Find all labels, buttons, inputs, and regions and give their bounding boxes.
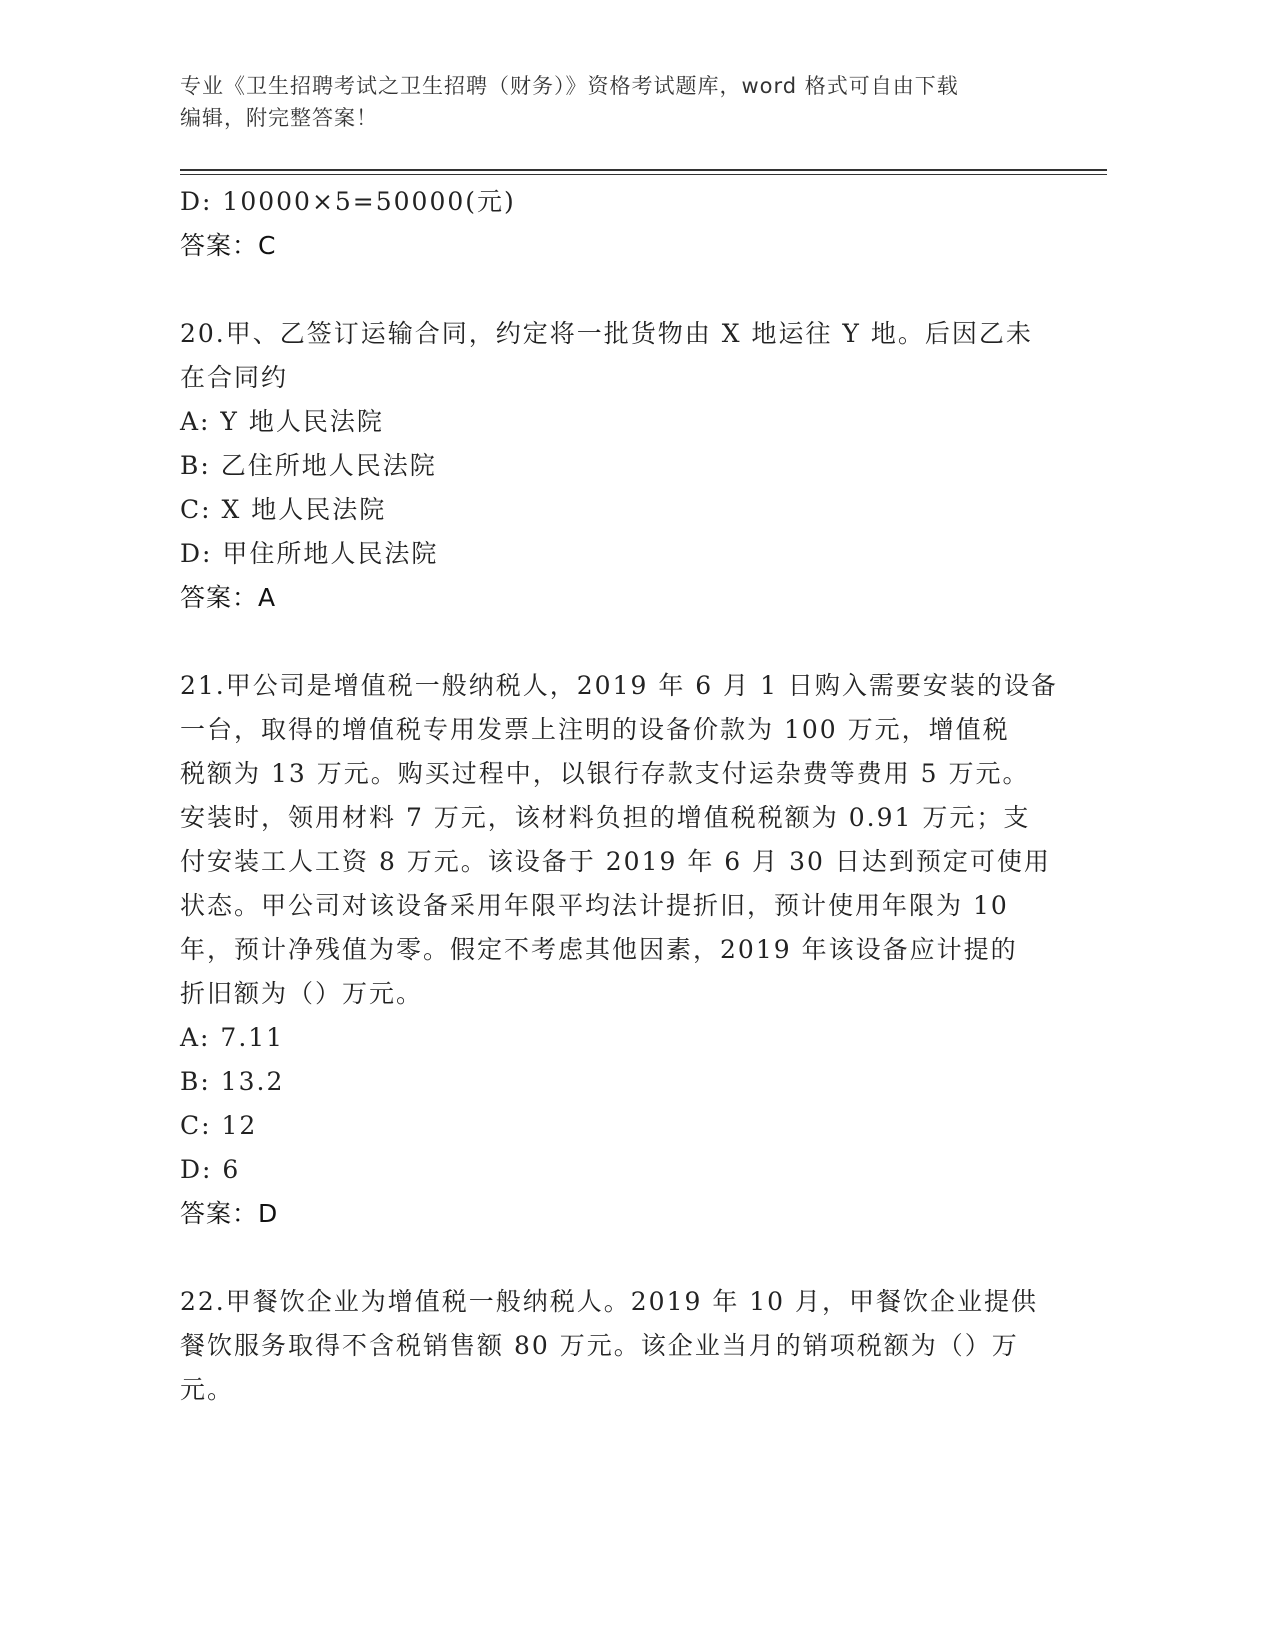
spacer [180,268,1060,312]
question-text-line: 20.甲、乙签订运输合同，约定将一批货物由 X 地运往 Y 地。后因乙未 [180,319,1033,348]
question-22 [180,1280,1060,1412]
option-c: C: X 地人民法院 [180,495,387,524]
option-b: B: 13.2 [180,1067,285,1096]
question-text-line: 税额为 13 万元。购买过程中，以银行存款支付运杂费等费用 5 万元。 [180,759,1030,788]
option-c: C: 12 [180,1111,258,1140]
question-text-line: 餐饮服务取得不含税销售额 80 万元。该企业当月的销项税额为（）万 [180,1331,1019,1360]
question-20 [180,312,1060,620]
question-text-line: 年，预计净残值为零。假定不考虑其他因素，2019 年该设备应计提的 [180,935,1018,964]
document-body [180,180,1060,1412]
question-21 [180,664,1060,1236]
document-header [180,70,1040,134]
spacer [180,1236,1060,1280]
option-d: D: 10000×5=50000(元) [180,187,516,216]
option-a: A: Y 地人民法院 [180,407,384,436]
question-text-line: 一台，取得的增值税专用发票上注明的设备价款为 100 万元，增值税 [180,715,1010,744]
question-text-line: 安装时，领用材料 7 万元，该材料负担的增值税税额为 0.91 万元；支 [180,803,1031,832]
option-a: A: 7.11 [180,1023,285,1052]
question-text-line: 21.甲公司是增值税一般纳税人，2019 年 6 月 1 日购入需要安装的设备 [180,671,1058,700]
question-text-line: 元。 [180,1375,235,1404]
header-divider-thick [180,169,1107,171]
spacer [180,620,1060,664]
answer-label: 答案：D [180,1199,279,1228]
header-divider-thin [180,174,1107,175]
question-text-line: 22.甲餐饮企业为增值税一般纳税人。2019 年 10 月，甲餐饮企业提供 [180,1287,1039,1316]
answer-label: 答案：C [180,231,277,260]
question-text-line: 在合同约 [180,363,289,392]
answer-label: 答案：A [180,583,277,612]
question-text-line: 付安装工人工资 8 万元。该设备于 2019 年 6 月 30 日达到预定可使用 [180,847,1051,876]
option-d: D: 6 [180,1155,241,1184]
option-b: B: 乙住所地人民法院 [180,451,437,480]
header-line-1: 专业《卫生招聘考试之卫生招聘（财务）》资格考试题库，word 格式可自由下载 [180,74,959,98]
question-text-line: 状态。甲公司对该设备采用年限平均法计提折旧，预计使用年限为 10 [180,891,1009,920]
option-d: D: 甲住所地人民法院 [180,539,439,568]
header-line-2: 编辑，附完整答案！ [180,106,378,130]
question-text-line: 折旧额为（）万元。 [180,979,424,1008]
